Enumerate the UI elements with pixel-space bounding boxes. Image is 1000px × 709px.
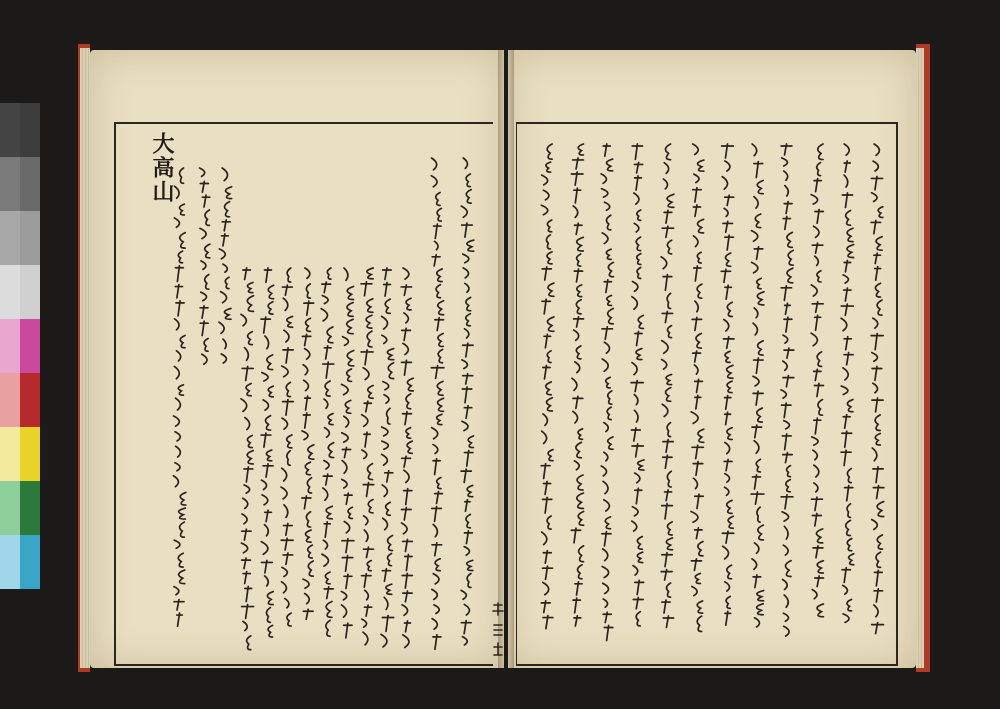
color-swatch [20, 157, 40, 211]
text-column [688, 140, 706, 640]
text-column [298, 264, 316, 624]
left-page-heading: 大高山 [149, 132, 175, 204]
color-swatch [20, 103, 40, 157]
color-swatch [20, 535, 40, 589]
text-column [538, 140, 556, 624]
text-column [658, 140, 676, 632]
color-calibration-strip [0, 103, 40, 591]
text-column [170, 164, 188, 634]
left-page-stack [80, 48, 90, 668]
color-swatch [0, 319, 20, 373]
color-swatch [0, 535, 20, 589]
color-swatch [0, 373, 20, 427]
text-column [216, 164, 234, 364]
color-swatch [20, 319, 40, 373]
color-swatch [0, 103, 20, 157]
text-column [838, 140, 856, 632]
text-column [398, 264, 416, 644]
color-swatch [0, 427, 20, 481]
text-column [196, 164, 214, 364]
text-column [358, 264, 376, 644]
text-column [238, 264, 256, 654]
book-gutter [498, 50, 514, 668]
text-column [568, 140, 586, 632]
text-column [748, 140, 766, 632]
color-swatch [20, 211, 40, 265]
text-column [258, 264, 276, 644]
text-column [598, 140, 616, 640]
text-column [278, 264, 296, 634]
text-column [718, 140, 736, 624]
color-swatch [20, 373, 40, 427]
color-swatch [20, 427, 40, 481]
text-column [458, 154, 476, 654]
text-column [778, 140, 796, 640]
text-column [338, 264, 356, 644]
right-page-stack [916, 48, 924, 668]
color-swatch [0, 265, 20, 319]
color-swatch [0, 481, 20, 535]
text-column [318, 264, 336, 634]
open-book [78, 44, 932, 684]
page-folio [491, 599, 505, 669]
color-swatch [20, 481, 40, 535]
color-swatch [0, 211, 20, 265]
text-column [378, 264, 396, 644]
color-swatch [20, 265, 40, 319]
text-column [808, 140, 826, 624]
text-column [628, 140, 646, 624]
color-swatch [0, 157, 20, 211]
text-column [428, 154, 446, 644]
text-column [868, 140, 886, 640]
